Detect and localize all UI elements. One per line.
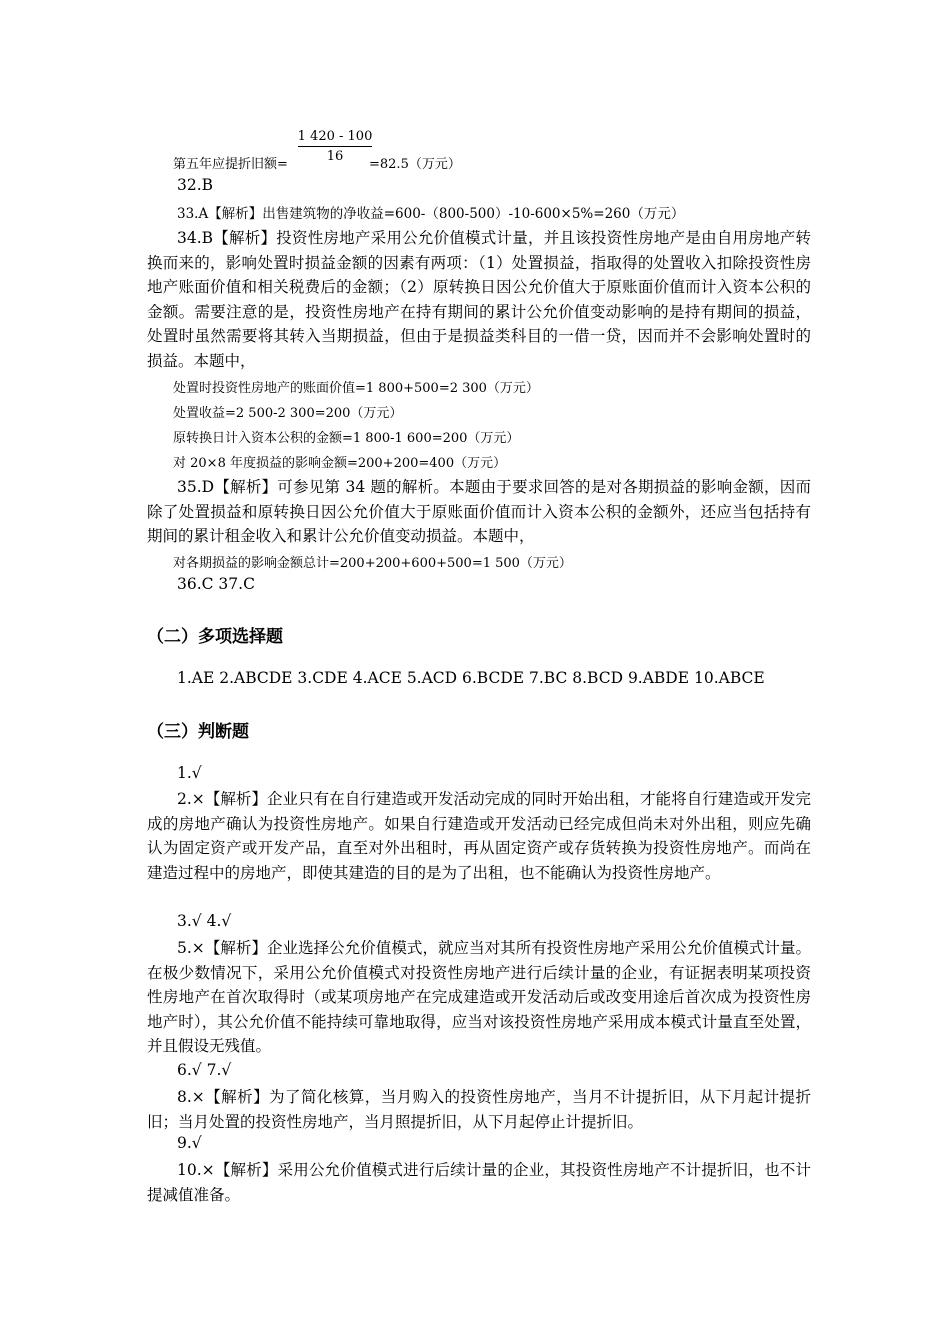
judgement-9: 9.√: [177, 1134, 202, 1152]
formula-label: 第五年应提折旧额=: [173, 157, 288, 172]
fraction: [295, 125, 375, 164]
calc-line-2: 处置收益=2 500-2 300=200（万元）: [173, 406, 403, 421]
judgement-8: 8.×【解析】为了简化核算，当月购入的投资性房地产，当月不计提折旧，从下月起计提折旧；当月处置的投资性房地产，当月照提折旧，从下月起停止计提折旧。: [147, 1088, 811, 1131]
answer-36-37: 36.C 37.C: [177, 575, 255, 593]
calc-line-4: 对 20×8 年度损益的影响金额=200+200=400（万元）: [173, 456, 507, 471]
answer-33: [177, 202, 684, 222]
judgement-2: 2.×【解析】企业只有在自行建造或开发活动完成的同时开始出租，才能将自行建造或开发完成的房地产确认为投资性房地产。如果自行建造或开发活动已经完成但尚未对外出租，则应先确认为固定资产或开发产品，直至对外出租时，再从固定资产或存货转换为投资性房地产。而尚在建造过程中的房地产，即使其建造的目的是为了出租，也不能确认为投资性房地产。: [147, 790, 811, 882]
calc-line-3: 原转换日计入资本公积的金额=1 800-1 600=200（万元）: [173, 431, 520, 446]
fraction-numerator: 1 420 - 100: [297, 129, 373, 144]
fraction-denominator: 16: [326, 149, 344, 164]
multiple-choice-answers: 1.AE 2.ABCDE 3.CDE 4.ACE 5.ACD 6.BCDE 7.BC 8.BCD 9.ABDE 10.ABCE: [177, 669, 765, 687]
answer-34: 34.B【解析】投资性房地产采用公允价值模式计量，并且该投资性房地产是由自用房地产转换而来的，影响处置时损益金额的因素有两项：（1）处置损益，指取得的处置收入扣除投资性房地产账面价值和相关税费后的金额；（2）原转换日因公允价值大于原账面价值而计入资本公积的金额。需要注意的是，投资性房地产在持有期间的累计公允价值变动影响的是持有期间的损益，处置时虽然需要将其转入当期损益，但由于是损益类科目的一借一贷，因而并不会影响处置时的损益。本题中，: [147, 229, 811, 370]
section-multiple-choice-title: （二）多项选择题: [147, 627, 283, 647]
section-true-false-title: （三）判断题: [147, 722, 249, 742]
calc-line-1: 处置时投资性房地产的账面价值=1 800+500=2 300（万元）: [173, 381, 539, 396]
answer-33-text: 33.A【解析】出售建筑物的净收益=600-（800-500）-10-600×5%=260（万元）: [177, 206, 685, 222]
answer-32: 32.B: [177, 176, 214, 194]
judgement-6-7: 6.√ 7.√: [177, 1061, 232, 1079]
judgement-3-4: 3.√ 4.√: [177, 912, 232, 930]
judgement-10: 10.×【解析】采用公允价值模式进行后续计量的企业，其投资性房地产不计提折旧，也不计提减值准备。: [147, 1161, 811, 1204]
depreciation-formula: [173, 125, 673, 175]
answer-35: 35.D【解析】可参见第 34 题的解析。本题由于要求回答的是对各期损益的影响金额，因而除了处置损益和原转换日因公允价值大于原账面价值而计入资本公积的金额外，还应当包括持有期间的累计租金收入和累计公允价值变动损益。本题中，: [147, 478, 811, 545]
judgement-5: 5.×【解析】企业选择公允价值模式，就应当对其所有投资性房地产采用公允价值模式计量。在极少数情况下，采用公允价值模式对投资性房地产进行后续计量的企业，有证据表明某项投资性房地产在首次取得时（或某项房地产在完成建造或开发活动后或改变用途后首次成为投资性房地产时），其公允价值不能持续可靠地取得，应当对该投资性房地产采用成本模式计量直至处置，并且假设无残值。: [147, 939, 811, 1055]
judgement-1: 1.√: [177, 764, 202, 782]
formula-result: =82.5（万元）: [369, 157, 461, 172]
calc-line-5: 对各期损益的影响金额总计=200+200+600+500=1 500（万元）: [173, 556, 572, 571]
